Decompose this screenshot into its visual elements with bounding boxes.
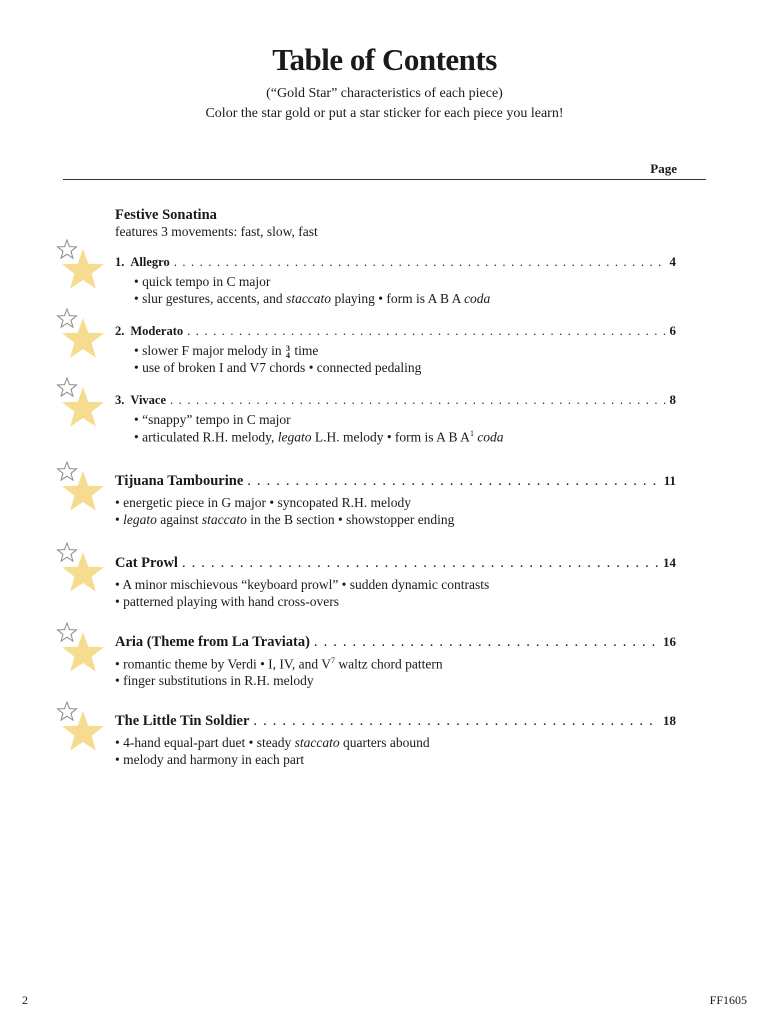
toc-entry-moderato[interactable] <box>115 323 676 339</box>
toc-entry-allegro[interactable] <box>115 254 676 270</box>
bullet-line: • slower F major melody in 3 4 time <box>134 343 319 360</box>
page-number: 8 <box>669 392 676 407</box>
page-number: 6 <box>669 323 676 338</box>
entry-label <box>115 324 183 339</box>
movement-number: 3. <box>115 393 125 407</box>
page-number: 16 <box>663 634 676 649</box>
star-icon[interactable] <box>52 541 110 599</box>
subtitle-gold-star: (“Gold Star” characteristics of each piece) <box>266 86 503 101</box>
movement-name: Allegro <box>130 255 170 269</box>
toc-entry-tijuana-tambourine[interactable] <box>115 473 676 490</box>
footer-code: FF1605 <box>709 993 747 1007</box>
star-icon[interactable] <box>52 376 110 434</box>
bullet-line: • melody and harmony in each part <box>115 752 305 767</box>
star-icon[interactable] <box>52 700 110 758</box>
star-icon[interactable] <box>52 621 110 679</box>
footer-page-number: 2 <box>22 993 28 1007</box>
bullet-line: • 4-hand equal-part duet • steady staccato quarters abound <box>115 735 430 750</box>
page-number: 4 <box>669 254 676 269</box>
dot-leader <box>182 555 659 572</box>
header-rule <box>63 179 706 180</box>
entry-title: Aria (Theme from La Traviata) <box>115 634 310 650</box>
subtitle-instructions: Color the star gold or put a star sticker for each piece you learn! <box>205 106 564 121</box>
entry-title: The Little Tin Soldier <box>115 713 250 729</box>
section-description: features 3 movements: fast, slow, fast <box>115 224 318 239</box>
bullet-line: • legato against staccato in the B section • showstopper ending <box>115 512 455 527</box>
page-number: 14 <box>663 555 676 570</box>
dot-leader <box>314 634 659 651</box>
entry-label <box>115 255 170 270</box>
page-number: 11 <box>663 473 676 488</box>
dot-leader <box>187 324 665 339</box>
star-icon[interactable] <box>52 307 110 365</box>
dot-leader <box>247 473 659 490</box>
bullet-line: • “snappy” tempo in C major <box>134 412 291 427</box>
toc-entry-aria[interactable] <box>115 634 676 651</box>
bullet-line: • articulated R.H. melody, legato L.H. melody • form is A B $A^1$ coda <box>134 429 504 445</box>
bullet-line: • finger substitutions in R.H. melody <box>115 673 314 688</box>
toc-entry-little-tin-soldier[interactable] <box>115 713 676 730</box>
movement-name: Moderato <box>130 324 184 338</box>
page-column-heading: Page <box>650 161 677 176</box>
entry-label <box>115 393 166 408</box>
movement-name: Vivace <box>130 393 167 407</box>
movement-number: 2. <box>115 324 125 338</box>
bullet-line: • slur gestures, accents, and staccato playing • form is A B A coda <box>134 291 491 306</box>
toc-entry-cat-prowl[interactable] <box>115 555 676 572</box>
entry-title: Tijuana Tambourine <box>115 473 244 489</box>
entry-title: Cat Prowl <box>115 555 178 571</box>
bullet-line: • use of broken I and V7 chords • connected pedaling <box>134 360 422 375</box>
star-icon[interactable] <box>52 460 110 518</box>
page-number: 18 <box>663 713 676 728</box>
bullet-line: • romantic theme by Verdi • I, IV, and $V^7$ waltz chord pattern <box>115 656 443 672</box>
bullet-line: • energetic piece in G major • syncopated R.H. melody <box>115 495 411 510</box>
bullet-line: • patterned playing with hand cross-overs <box>115 594 340 609</box>
section-title-festive-sonatina: Festive Sonatina <box>115 207 217 223</box>
toc-entry-vivace[interactable] <box>115 392 676 408</box>
bullet-line: • A minor mischievous “keyboard prowl” • sudden dynamic contrasts <box>115 577 490 592</box>
time-signature: 3 4 <box>285 343 290 360</box>
bullet-line: • quick tempo in C major <box>134 274 271 289</box>
dot-leader <box>253 713 659 730</box>
movement-number: 1. <box>115 255 125 269</box>
dot-leader <box>170 393 665 408</box>
star-icon[interactable] <box>52 238 110 296</box>
page-title: Table of Contents <box>272 42 497 77</box>
dot-leader <box>174 255 666 270</box>
